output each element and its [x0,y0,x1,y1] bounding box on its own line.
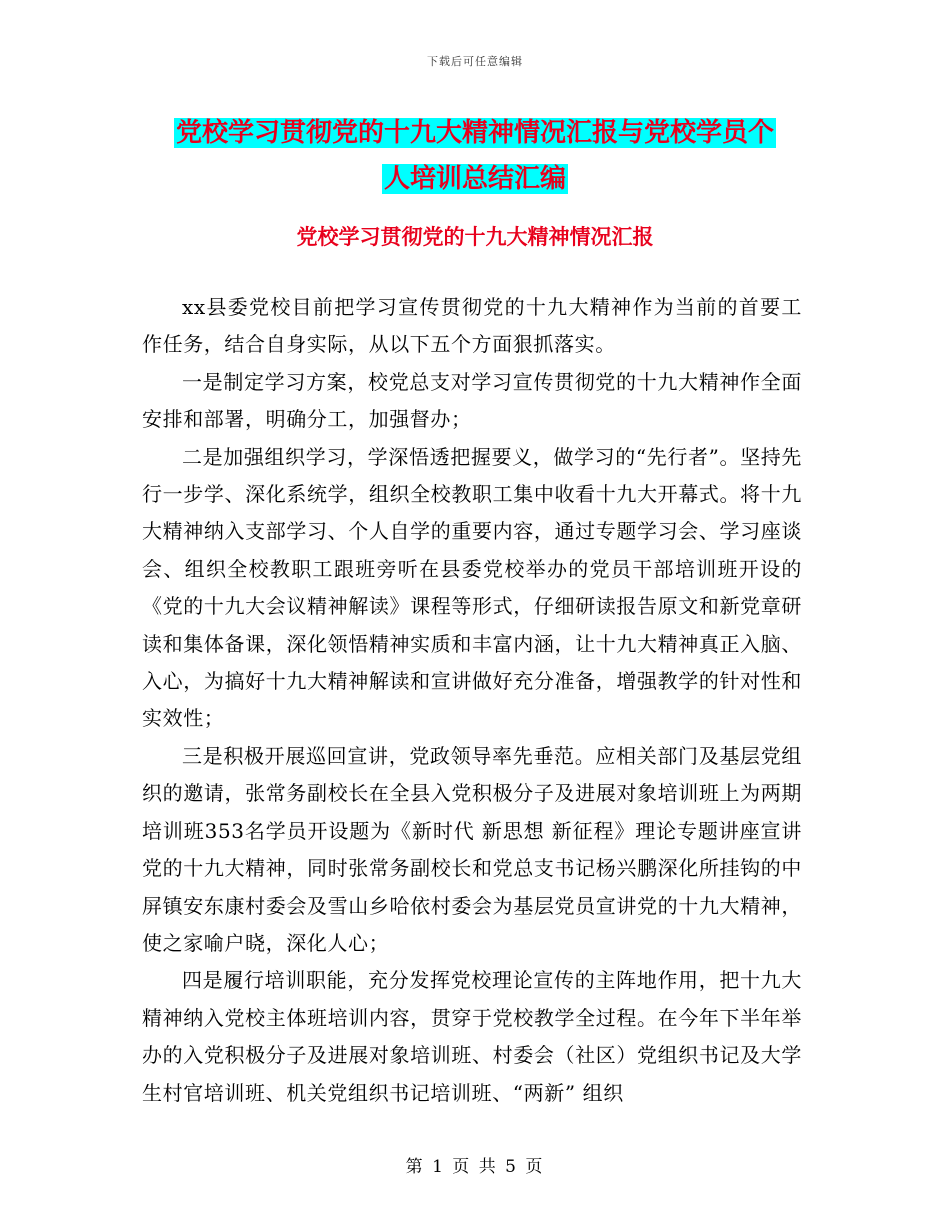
document-title [0,110,950,202]
paragraph-point-3: 三是积极开展巡回宣讲，党政领导率先垂范。应相关部门及基层党组织的邀请，张常务副校长在全县入党积极分子及进展对象培训班上为两期培训班353名学员开设题为《新时代 新思想 新征程》理论专题讲座宣讲党的十九大精神，同时张常务副校长和党总支书记杨兴鹏深化所挂钩的中屏镇安东康村委会及雪山乡哈依村委会为基层党员宣讲党的十九大精神，使之家喻户晓，深化人心； [142,743,802,955]
document-title-line2: 人培训总结汇编 [383,164,566,194]
page-header-note: 下载后可任意编辑 [427,55,523,68]
document-title-line1: 党校学习贯彻党的十九大精神情况汇报与党校学员个 [175,118,774,148]
paragraph-point-1: 一是制定学习方案，校党总支对学习宣传贯彻党的十九大精神作全面安排和部署，明确分工，加强督办； [142,369,802,432]
document-body [142,289,802,1112]
paragraph-point-2: 二是加强组织学习，学深悟透把握要义，做学习的“先行者”。坚持先行一步学、深化系统学，组织全校教职工集中收看十九大开幕式。将十九大精神纳入支部学习、个人自学的重要内容，通过专题学习会、学习座谈会、组织全校教职工跟班旁听在县委党校举办的党员干部培训班开设的《党的十九大会议精神解读》课程等形式，仔细研读报告原文和新党章研读和集体备课，深化领悟精神实质和丰富内涵，让十九大精神真正入脑、入心，为搞好十九大精神解读和宣讲做好充分准备，增强教学的针对性和实效性； [142,444,802,731]
paragraph-point-4: 四是履行培训职能，充分发挥党校理论宣传的主阵地作用，把十九大精神纳入党校主体班培训内容，贯穿于党校教学全过程。在今年下半年举办的入党积极分子及进展对象培训班、村委会（社区）党组织书记及大学生村官培训班、机关党组织书记培训班、“两新” 组织 [142,968,802,1105]
paragraph-intro: xx县委党校目前把学习宣传贯彻党的十九大精神作为当前的首要工作任务，结合自身实际，从以下五个方面狠抓落实。 [142,295,802,357]
page-number: 第 1 页 共 5 页 [405,1157,545,1177]
section-title: 党校学习贯彻党的十九大精神情况汇报 [296,225,654,249]
